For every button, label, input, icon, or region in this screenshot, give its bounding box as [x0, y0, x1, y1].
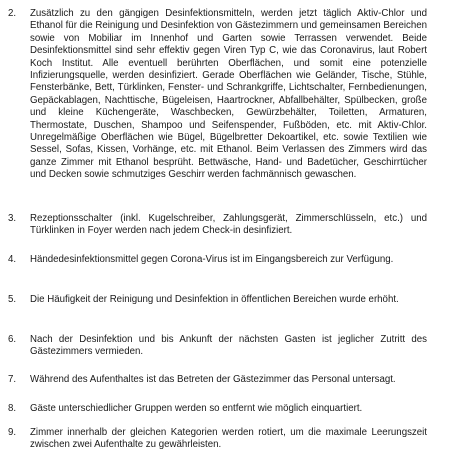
list-item [8, 403, 446, 415]
list-item [8, 427, 446, 452]
list-item [8, 213, 446, 238]
item-text: Händedesinfektionsmittel gegen Corona-Virus ist im Eingangsbereich zur Verfügung. [30, 254, 394, 265]
item-text: Während des Aufenthaltes ist das Betreten der Gästezimmer das Personal untersagt. [30, 374, 396, 385]
item-text: Zusätzlich zu den gängigen Desinfektionsmitteln, werden jetzt täglich Aktiv-Chlor und Ethanol für die Reinigung und Desinfektion von Gästezimmern und gemeinsamen Bereichen sowie von Mobiliar im Innenhof und Garten sowie Terrassen verwendet. Beide Desinfektionsmittel sind sehr effektiv gegen Viren Typ C, wie das Coronavirus, laut Robert Koch Institut. Alle eventuell berührten Oberflächen, und somit eine potenzielle Infizierungsquelle, werden desinfiziert. Gerade Oberflächen wie Geländer, Tische, Stühle, Fensterbänke, Bett, Türklinken, Fenster- und Schrankgriffe, Lichtschalter, Fernbedienungen, Gepäckablagen, Nachttische, Bügeleisen, Haartrockner, Abfallbehälter, Spülbecken, große und kleine Küchengeräte, Waschbecken, Gewürzbehälter, Toiletten, Armaturen, Thermostate, Duschen, Shampoo und Seifenspender, Fußböden, etc. mit Aktiv-Chlor. Unregelmäßige Oberflächen wie Bügel, Bügelbretter Dekoartikel, etc. sowie Textilien wie Sessel, Sofas, Kissen, Vorhänge, etc. mit Ethanol. Beim Verlassen des Zimmers wird das ganze Zimmer mit Ethanol besprüht. Bettwäsche, Hand- und Badetücher, Geschirrtücher und Decken sowie schmutziges Geschirr werden fachmännisch gewaschen. [30, 8, 427, 181]
item-number: 9. [8, 427, 17, 438]
item-text: Gäste unterschiedlicher Gruppen werden so entfernt wie möglich einquartiert. [30, 403, 363, 414]
item-number: 5. [8, 294, 17, 305]
item-text: Nach der Desinfektion und bis Ankunft der nächsten Gasten ist jeglicher Zutritt des Gästezimmers vermieden. [30, 334, 427, 358]
list-item [8, 294, 446, 306]
item-number: 2. [8, 8, 17, 19]
list-item [8, 374, 446, 386]
item-text: Zimmer innerhalb der gleichen Kategorien werden rotiert, um die maximale Leerungszeit zwischen zwei Aufenthalte zu gewährleisten. [30, 427, 427, 451]
item-text: Rezeptionsschalter (inkl. Kugelschreiber, Zahlungsgerät, Zimmerschlüsseln, etc.) und Türklinken in Foyer werden nach jedem Check-in desinfiziert. [30, 213, 427, 237]
list-item [8, 334, 446, 359]
list-item [8, 254, 446, 266]
list-item [8, 8, 446, 182]
item-number: 3. [8, 213, 17, 224]
item-number: 4. [8, 254, 17, 265]
item-number: 7. [8, 374, 17, 385]
item-text: Die Häufigkeit der Reinigung und Desinfektion in öffentlichen Bereichen wurde erhöht. [30, 294, 399, 305]
item-number: 8. [8, 403, 17, 414]
item-number: 6. [8, 334, 17, 345]
